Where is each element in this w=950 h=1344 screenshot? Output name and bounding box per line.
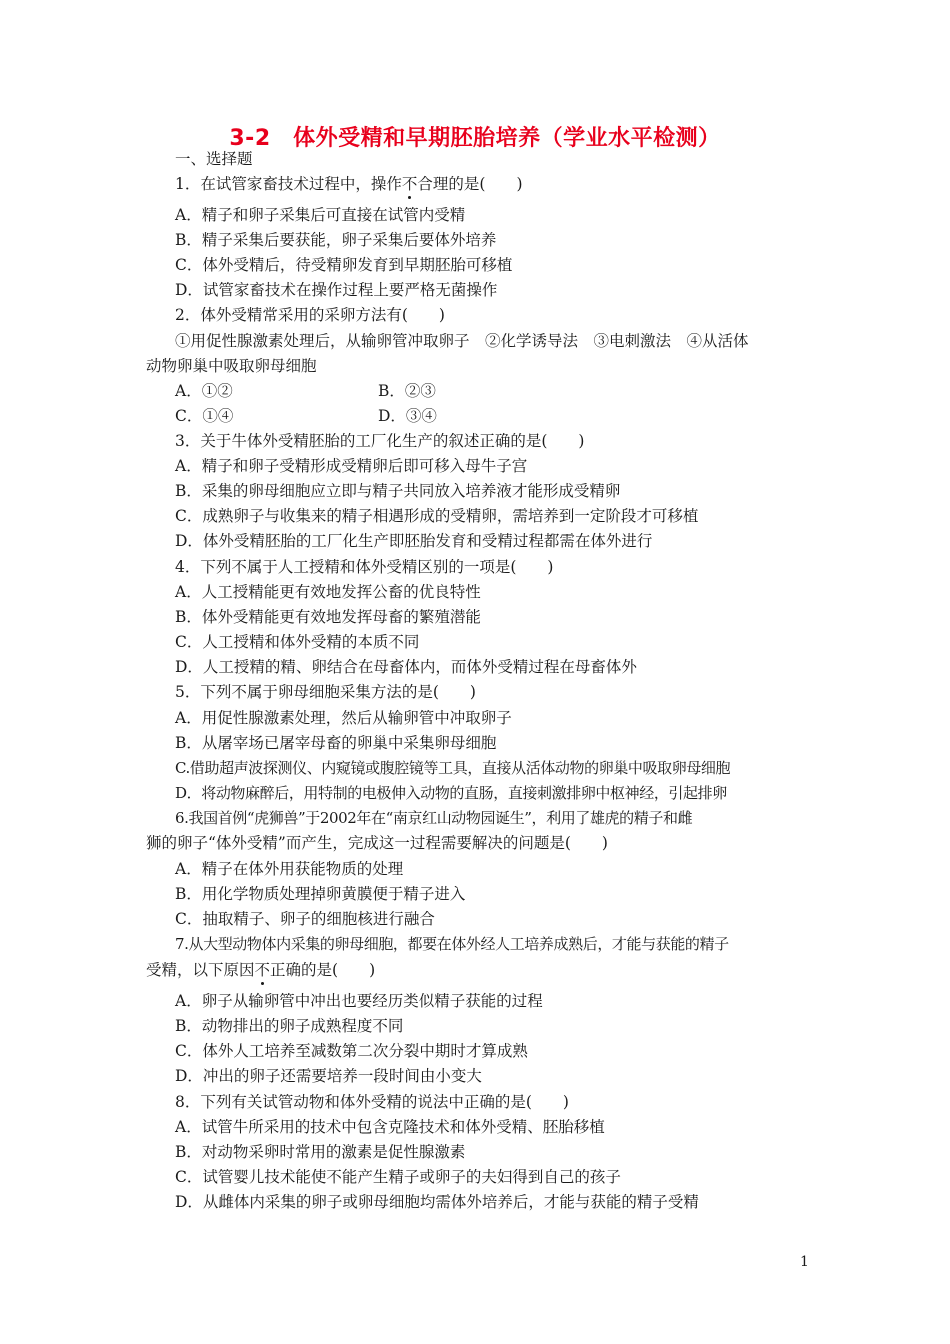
question-2-stem: 2．体外受精常采用的采卵方法有( ): [175, 306, 445, 324]
question-2-choices-line-2: 动物卵巢中吸取卵母细胞: [146, 357, 317, 375]
question-6-stem-line-2: 狮的卵子“体外受精”而产生，完成这一过程需要解决的问题是( ): [146, 834, 608, 852]
question-3-option-d: D．体外受精胚胎的工厂化生产即胚胎发育和受精过程都需在体外进行: [175, 532, 653, 550]
question-4-stem: 4．下列不属于人工授精和体外受精区别的一项是( ): [175, 558, 554, 576]
question-5-option-c: C.借助超声波探测仪、内窥镜或腹腔镜等工具，直接从活体动物的卵巢中吸取卵母细胞: [175, 759, 731, 777]
emphasis-dot-text: 不: [401, 175, 418, 193]
question-4-option-b: B．体外受精能更有效地发挥母畜的繁殖潜能: [175, 608, 481, 626]
page-number: 1: [800, 1254, 809, 1270]
question-3-stem: 3．关于牛体外受精胚胎的工厂化生产的叙述正确的是( ): [175, 432, 585, 450]
question-3-option-b: B．采集的卵母细胞应立即与精子共同放入培养液才能形成受精卵: [175, 482, 621, 500]
question-7-stem-line-1: 7.从大型动物体内采集的卵母细胞，都要在体外经人工培养成熟后，才能与获能的精子: [175, 935, 729, 953]
question-2-option-a: A．①②: [175, 382, 233, 400]
question-8-option-c: C．试管婴儿技术能使不能产生精子或卵子的夫妇得到自己的孩子: [175, 1168, 621, 1186]
question-8-option-a: A．试管牛所采用的技术中包含克隆技术和体外受精、胚胎移植: [175, 1118, 605, 1136]
question-8-option-b: B．对动物采卵时常用的激素是促性腺激素: [175, 1143, 466, 1161]
question-7-stem-line-2: 受精，以下原因不正确的是( ): [146, 961, 376, 979]
question-7-option-a: A．卵子从输卵管中冲出也要经历类似精子获能的过程: [175, 992, 543, 1010]
question-5-option-b: B．从屠宰场已屠宰母畜的卵巢中采集卵母细胞: [175, 734, 497, 752]
question-5-option-a: A．用促性腺激素处理，然后从输卵管中冲取卵子: [175, 709, 512, 727]
question-1-option-d: D．试管家畜技术在操作过程上要严格无菌操作: [175, 281, 498, 299]
question-7-option-b: B．动物排出的卵子成熟程度不同: [175, 1017, 404, 1035]
question-4-option-a: A．人工授精能更有效地发挥公畜的优良特性: [175, 583, 481, 601]
question-6-option-c: C．抽取精子、卵子的细胞核进行融合: [175, 910, 435, 928]
section-heading: 一、选择题: [175, 150, 253, 168]
question-1-option-a: A．精子和卵子采集后可直接在试管内受精: [175, 206, 466, 224]
question-3-option-c: C．成熟卵子与收集来的精子相遇形成的受精卵，需培养到一定阶段才可移植: [175, 507, 699, 525]
question-7-option-c: C．体外人工培养至减数第二次分裂中期时才算成熟: [175, 1042, 528, 1060]
question-6-option-a: A．精子在体外用获能物质的处理: [175, 860, 404, 878]
question-4-option-d: D．人工授精的精、卵结合在母畜体内，而体外受精过程在母畜体外: [175, 658, 637, 676]
question-6-stem-line-1: 6.我国首例“虎狮兽”于2002年在“南京红山动物园诞生”，利用了雄虎的精子和雌: [175, 809, 693, 827]
question-1-option-b: B．精子采集后要获能，卵子采集后要体外培养: [175, 231, 497, 249]
question-1-stem: 1．在试管家畜技术过程中，操作不合理的是( ): [175, 175, 523, 193]
question-2-option-b: B．②③: [378, 382, 436, 400]
document-title: 3-2 体外受精和早期胚胎培养（学业水平检测）: [229, 126, 721, 151]
question-2-option-d: D．③④: [378, 407, 437, 425]
question-8-option-d: D．从雌体内采集的卵子或卵母细胞均需体外培养后，才能与获能的精子受精: [175, 1193, 699, 1211]
question-3-option-a: A．精子和卵子受精形成受精卵后即可移入母牛子宫: [175, 457, 528, 475]
question-6-option-b: B．用化学物质处理掉卵黄膜便于精子进入: [175, 885, 466, 903]
question-8-stem: 8．下列有关试管动物和体外受精的说法中正确的是( ): [175, 1093, 569, 1111]
question-5-stem: 5．下列不属于卵母细胞采集方法的是( ): [175, 683, 476, 701]
emphasis-dot-text: 不: [254, 961, 271, 979]
question-1-option-c: C．体外受精后，待受精卵发育到早期胚胎可移植: [175, 256, 513, 274]
question-2-choices-line-1: ①用促性腺激素处理后，从输卵管冲取卵子 ②化学诱导法 ③电刺激法 ④从活体: [175, 332, 749, 350]
question-2-option-c: C．①④: [175, 407, 234, 425]
question-7-option-d: D．冲出的卵子还需要培养一段时间由小变大: [175, 1067, 482, 1085]
question-4-option-c: C．人工授精和体外受精的本质不同: [175, 633, 420, 651]
question-5-option-d: D．将动物麻醉后，用特制的电极伸入动物的直肠，直接刺激排卵中枢神经，引起排卵: [175, 784, 727, 802]
